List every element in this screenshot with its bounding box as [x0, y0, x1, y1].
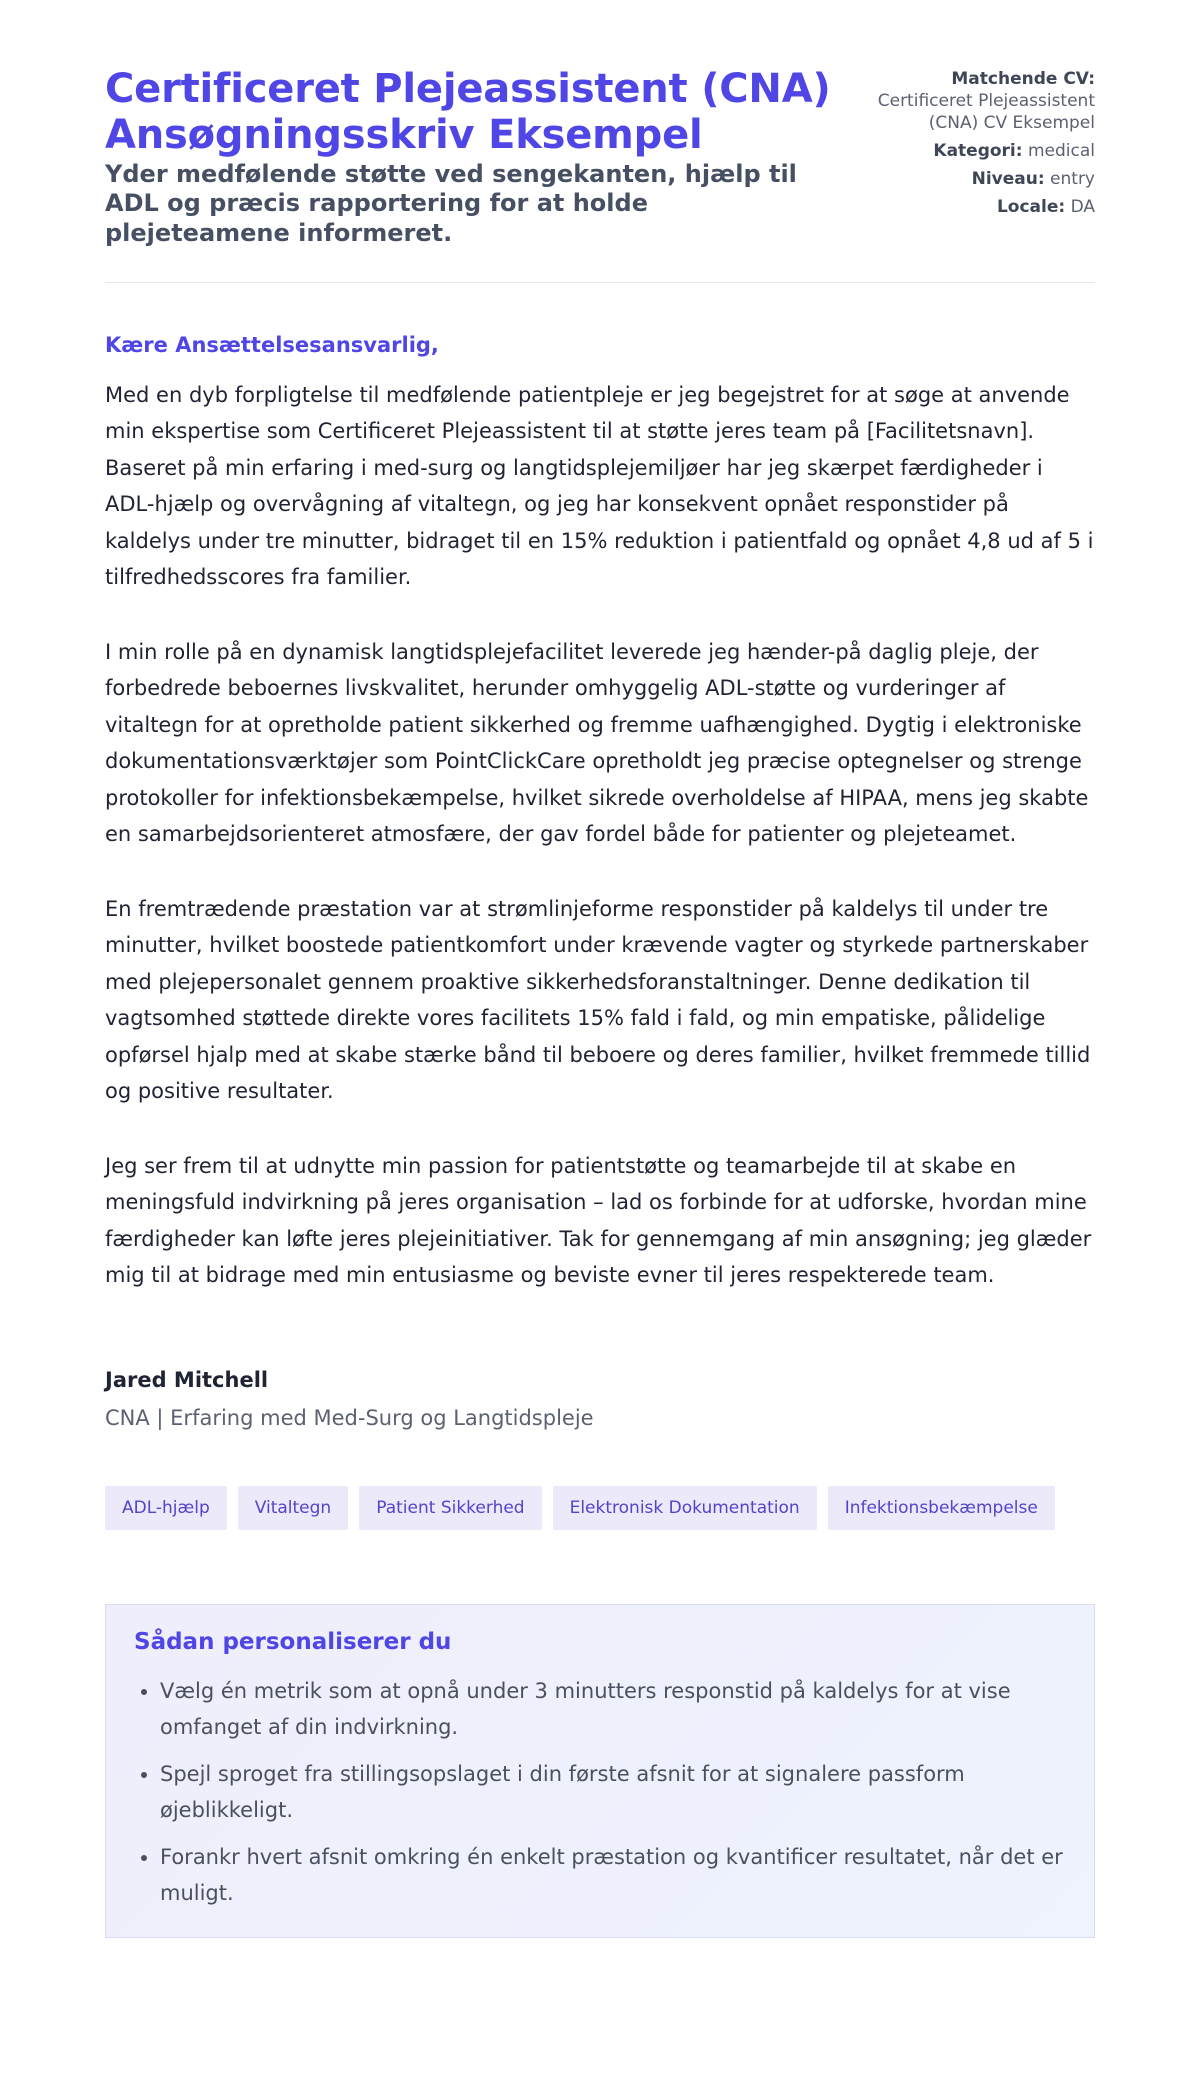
- meta-category-value: medical: [1027, 141, 1095, 162]
- meta-matching-cv-value: Certificeret Plejeassistent (CNA) CV Eksempel: [877, 91, 1095, 134]
- skill-tag: ADL-hjælp: [105, 1486, 227, 1530]
- tips-list-item: • Spejl sproget fra stillingsopslaget i din første afsnit for at signalere passform øjeblikkeligt.: [160, 1756, 1066, 1828]
- letter-salutation: Kære Ansættelsesansvarlig,: [105, 332, 439, 357]
- skill-tag: Infektionsbekæmpelse: [828, 1486, 1055, 1530]
- letter-paragraph: I min rolle på en dynamisk langtidsplejefacilitet leverede jeg hænder-på daglig pleje, der forbedrede beboernes livskvalitet, herunder omhyggelig ADL-støtte og vurderinger af vitaltegn for at opretholde patient sikkerhed og fremme uafhængighed. Dygtig i elektroniske dokumentationsværktøjer som PointClickCare opretholdt jeg præcise optegnelser og strenge protokoller for infektionsbekæmpelse, hvilket sikrede overholdelse af HIPAA, mens jeg skabte en samarbejdsorienteret atmosfære, der gav fordel både for patienter og plejeteamet.: [105, 639, 1089, 847]
- meta-category: [855, 140, 1095, 162]
- meta-level-label: Niveau:: [971, 169, 1045, 190]
- title-block: [105, 66, 835, 248]
- letter-body: [105, 377, 1095, 1294]
- cover-letter-page: [105, 0, 1095, 1938]
- meta-level-value: entry: [1050, 169, 1095, 190]
- meta-locale-value: DA: [1070, 197, 1095, 218]
- tips-list: [134, 1673, 1066, 1911]
- letter-paragraph: Jeg ser frem til at udnytte min passion for patientstøtte og teamarbejde til at skabe en meningsfuld indvirkning på jeres organisation – lad os forbinde for at udforske, hvordan mine færdigheder kan løfte jeres plejeinitiativer. Tak for gennemgang af min ansøgning; jeg glæder mig til at bidrage med min entusiasme og beviste evner til jeres respekterede team.: [105, 1153, 1092, 1288]
- personalization-tips-box: [105, 1604, 1095, 1938]
- skill-tag: Patient Sikkerhed: [359, 1486, 541, 1530]
- page-header: [105, 66, 1095, 283]
- skill-tags: [105, 1486, 1095, 1530]
- meta-locale: [855, 196, 1095, 218]
- letter-paragraph: Med en dyb forpligtelse til medfølende patientpleje er jeg begejstret for at søge at anvende min ekspertise som Certificeret Plejeassistent til at støtte jeres team på [Facilitetsnavn]. Baseret på min erfaring i med-surg og langtidsplejemiljøer har jeg skærpet færdigheder i ADL-hjælp og overvågning af vitaltegn, og jeg har konsekvent opnået responstider på kaldelys under tre minutter, bidraget til en 15% reduktion i patientfald og opnået 4,8 ud af 5 i tilfredhedsscores fra familier.: [105, 382, 1094, 590]
- meta-level: [855, 168, 1095, 190]
- skill-tag: Vitaltegn: [238, 1486, 348, 1530]
- meta-panel: [855, 66, 1095, 225]
- meta-matching-cv-label: Matchende CV:: [951, 69, 1095, 89]
- tips-list-item: • Vælg én metrik som at opnå under 3 minutters responstid på kaldelys for at vise omfanget af din indvirkning.: [160, 1673, 1066, 1745]
- signature-block: [105, 1368, 1095, 1430]
- tips-list-item: • Forankr hvert afsnit omkring én enkelt præstation og kvantificer resultatet, når det er muligt.: [160, 1839, 1066, 1911]
- signature-title: CNA | Erfaring med Med-Surg og Langtidspleje: [105, 1405, 594, 1430]
- meta-category-label: Kategori:: [933, 141, 1023, 162]
- meta-locale-label: Locale:: [996, 197, 1066, 218]
- signature-name: Jared Mitchell: [105, 1367, 269, 1392]
- meta-matching-cv: [855, 68, 1095, 134]
- tips-title: Sådan personaliserer du: [134, 1628, 452, 1655]
- skill-tag: Elektronisk Dokumentation: [553, 1486, 817, 1530]
- page-subtitle: Yder medfølende støtte ved sengekanten, hjælp til ADL og præcis rapportering for at holde plejeteamene informeret.: [105, 160, 797, 247]
- page-title: Certificeret Plejeassistent (CNA) Ansøgningsskriv Eksempel: [105, 66, 831, 158]
- letter-paragraph: En fremtrædende præstation var at strømlinjeforme responstider på kaldelys til under tre minutter, hvilket boostede patientkomfort under krævende vagter og styrkede partnerskaber med plejepersonalet gennem proaktive sikkerhedsforanstaltninger. Denne dedikation til vagtsomhed støttede direkte vores facilitets 15% fald i fald, og min empatiske, pålidelige opførsel hjalp med at skabe stærke bånd til beboere og deres familier, hvilket fremmede tillid og positive resultater.: [105, 896, 1091, 1104]
